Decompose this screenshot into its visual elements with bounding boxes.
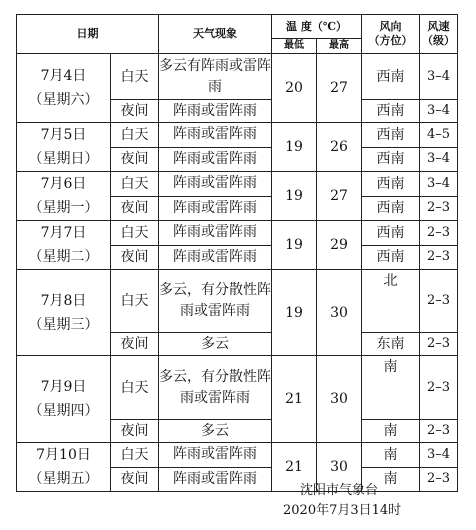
table-header xyxy=(17,15,458,54)
temp-high: 30 xyxy=(317,356,362,443)
wind-direction-day: 西南 xyxy=(362,172,420,197)
wind-direction-night: 东南 xyxy=(362,333,420,356)
date-cell xyxy=(17,123,111,172)
period-day: 白天 xyxy=(111,172,159,197)
wind-direction-day: 北 xyxy=(362,270,420,333)
temp-high: 29 xyxy=(317,221,362,270)
weather-night: 阵雨或雷阵雨 xyxy=(159,196,272,221)
header-temp-high: 最高 xyxy=(317,39,362,54)
wind-speed-night: 2–3 xyxy=(420,196,458,221)
weekday-label: （星期五） xyxy=(28,471,99,487)
table-row xyxy=(17,172,458,197)
temp-low: 21 xyxy=(272,443,317,492)
wind-speed-night: 3–4 xyxy=(420,100,458,123)
temp-high: 27 xyxy=(317,172,362,221)
temp-low: 19 xyxy=(272,221,317,270)
period-night: 夜间 xyxy=(111,147,159,172)
wind-direction-night: 西南 xyxy=(362,147,420,172)
wind-speed-night: 2–3 xyxy=(420,420,458,443)
weather-night: 阵雨或雷阵雨 xyxy=(159,245,272,270)
date-cell xyxy=(17,270,111,356)
wind-direction-night: 南 xyxy=(362,420,420,443)
wind-speed-night: 2–3 xyxy=(420,333,458,356)
temp-low: 19 xyxy=(272,172,317,221)
header-speed xyxy=(420,15,458,54)
period-day: 白天 xyxy=(111,221,159,246)
wind-direction-day: 西南 xyxy=(362,221,420,246)
wind-speed-night: 2–3 xyxy=(420,245,458,270)
wind-speed-day: 4–5 xyxy=(420,123,458,148)
wind-direction-day: 南 xyxy=(362,443,420,468)
period-night: 夜间 xyxy=(111,196,159,221)
weekday-label: （星期六） xyxy=(28,92,99,108)
weekday-label: （星期日） xyxy=(28,151,99,167)
table-row xyxy=(17,54,458,100)
temp-low: 19 xyxy=(272,270,317,356)
weekday-label: （星期四） xyxy=(28,403,99,419)
period-night: 夜间 xyxy=(111,100,159,123)
weather-day: 阵雨或雷阵雨 xyxy=(159,172,272,197)
date-label: 7月6日 xyxy=(40,176,87,192)
period-night: 夜间 xyxy=(111,467,159,492)
date-cell xyxy=(17,172,111,221)
table-row xyxy=(17,123,458,148)
wind-speed-night: 2–3 xyxy=(420,467,458,492)
weather-day: 阵雨或雷阵雨 xyxy=(159,443,272,468)
weather-day: 多云有阵雨或雷阵雨 xyxy=(159,54,272,100)
weather-day: 阵雨或雷阵雨 xyxy=(159,221,272,246)
wind-direction-night: 南 xyxy=(362,467,420,492)
wind-speed-day: 2–3 xyxy=(420,221,458,246)
wind-speed-day: 3–4 xyxy=(420,172,458,197)
wind-direction-night: 西南 xyxy=(362,100,420,123)
wind-speed-day: 2–3 xyxy=(420,270,458,333)
date-cell xyxy=(17,443,111,492)
wind-direction-day: 南 xyxy=(362,356,420,420)
issuing-agency: 沈阳市气象台 xyxy=(300,483,379,498)
weekday-label: （星期二） xyxy=(28,249,99,265)
temp-low: 21 xyxy=(272,356,317,443)
weather-night: 多云 xyxy=(159,420,272,443)
date-label: 7月8日 xyxy=(40,292,87,309)
period-night: 夜间 xyxy=(111,245,159,270)
header-temp-low: 最低 xyxy=(272,39,317,54)
date-label: 7月7日 xyxy=(40,225,87,241)
temp-high: 30 xyxy=(317,443,362,492)
header-direction-line2: （方位） xyxy=(368,34,413,47)
weather-night: 阵雨或雷阵雨 xyxy=(159,147,272,172)
period-day: 白天 xyxy=(111,270,159,333)
date-label: 7月5日 xyxy=(40,127,87,143)
wind-direction-night: 西南 xyxy=(362,245,420,270)
forecast-table xyxy=(16,14,458,492)
wind-speed-day: 2–3 xyxy=(420,356,458,420)
period-day: 白天 xyxy=(111,443,159,468)
header-temp: 温 度（℃） xyxy=(272,15,362,39)
table-body xyxy=(17,54,458,492)
table-row xyxy=(17,443,458,468)
weather-night: 阵雨或雷阵雨 xyxy=(159,100,272,123)
header-date: 日期 xyxy=(17,15,159,54)
issue-time: 2020年7月3日14时 xyxy=(283,503,402,518)
date-label: 7月10日 xyxy=(36,447,91,463)
date-label: 7月9日 xyxy=(40,379,87,395)
period-day: 白天 xyxy=(111,54,159,100)
period-day: 白天 xyxy=(111,356,159,420)
weekday-label: （星期一） xyxy=(28,200,99,216)
weather-day: 阵雨或雷阵雨 xyxy=(159,123,272,148)
temp-high: 26 xyxy=(317,123,362,172)
weather-day: 多云，有分散性阵雨或雷阵雨 xyxy=(159,270,272,333)
weather-day: 多云，有分散性阵雨或雷阵雨 xyxy=(159,356,272,420)
header-weather: 天气现象 xyxy=(159,15,272,54)
header-speed-line1: 风速 xyxy=(427,20,450,33)
wind-direction-day: 西南 xyxy=(362,54,420,100)
wind-direction-night: 西南 xyxy=(362,196,420,221)
table-row xyxy=(17,270,458,333)
temp-low: 19 xyxy=(272,123,317,172)
temp-high: 27 xyxy=(317,54,362,123)
weather-night: 多云 xyxy=(159,333,272,356)
period-night: 夜间 xyxy=(111,333,159,356)
wind-speed-day: 3–4 xyxy=(420,54,458,100)
wind-speed-night: 3–4 xyxy=(420,147,458,172)
table-row xyxy=(17,356,458,420)
date-cell xyxy=(17,54,111,123)
weekday-label: （星期三） xyxy=(28,316,99,333)
date-label: 7月4日 xyxy=(40,68,87,84)
table-row xyxy=(17,221,458,246)
temp-low: 20 xyxy=(272,54,317,123)
header-direction-line1: 风向 xyxy=(379,20,402,33)
date-cell xyxy=(17,221,111,270)
period-day: 白天 xyxy=(111,123,159,148)
wind-speed-day: 3–4 xyxy=(420,443,458,468)
header-speed-line2: （级） xyxy=(422,34,456,47)
weather-night: 阵雨或雷阵雨 xyxy=(159,467,272,492)
period-night: 夜间 xyxy=(111,420,159,443)
date-cell xyxy=(17,356,111,443)
temp-high: 30 xyxy=(317,270,362,356)
wind-direction-day: 西南 xyxy=(362,123,420,148)
header-direction xyxy=(362,15,420,54)
